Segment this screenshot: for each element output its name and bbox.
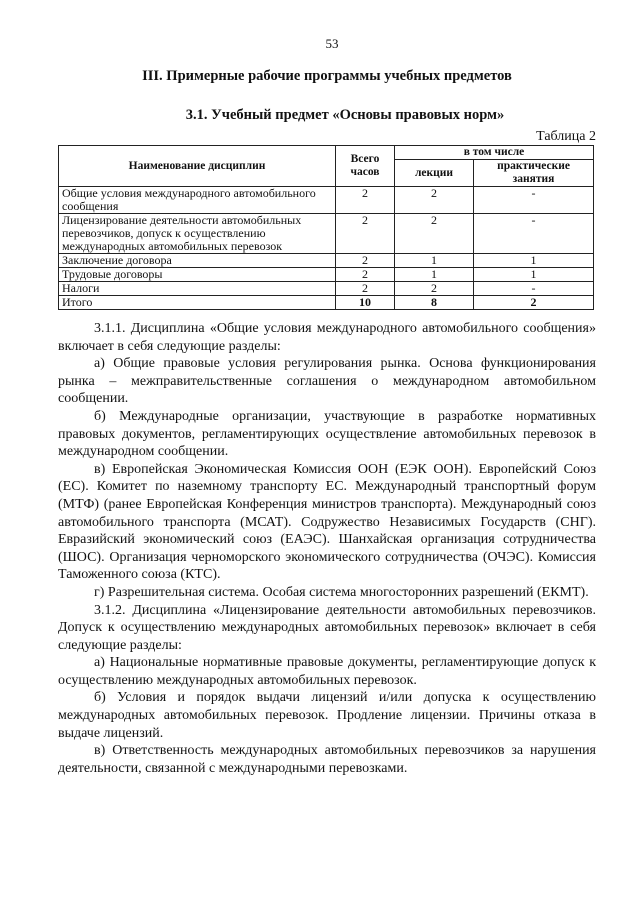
row-total: 2 — [336, 187, 395, 214]
row-lectures: 2 — [395, 282, 474, 296]
paragraph: г) Разрешительная система. Особая система многосторонних разрешений (ЕКМТ). — [94, 584, 589, 600]
subsection-title: 3.1. Учебный предмет «Основы правовых норм» — [185, 107, 505, 123]
row-total: 2 — [336, 214, 395, 254]
row-lectures: 1 — [395, 268, 474, 282]
header-lectures: лекции — [395, 160, 474, 187]
table-caption: Таблица 2 — [536, 129, 596, 144]
row-lectures: 1 — [395, 254, 474, 268]
page-number: 53 — [325, 36, 339, 51]
header-group: в том числе — [395, 146, 594, 160]
row-total: 2 — [336, 268, 395, 282]
total-hours: 10 — [336, 296, 395, 310]
row-name: Общие условия международного автомобильного сообщения — [59, 187, 336, 214]
row-practice: 1 — [474, 268, 594, 282]
row-name: Лицензирование деятельности автомобильных перевозчиков, допуск к осуществлению международных автомобильных перевозок — [59, 214, 336, 254]
header-name: Наименование дисциплин — [59, 146, 336, 187]
header-total: Всего часов — [336, 146, 395, 187]
paragraph: б) Международные организации, участвующие в разработке нормативных правовых документов, регламентирующих осуществление автомобильных перевозок в международном сообщении. — [58, 408, 596, 460]
table-row — [59, 214, 594, 254]
row-practice: 1 — [474, 254, 594, 268]
body-text — [58, 320, 596, 777]
row-name: Трудовые договоры — [59, 268, 336, 282]
row-lectures: 2 — [395, 214, 474, 254]
paragraph: а) Общие правовые условия регулирования рынка. Основа функционирования рынка – межправительственные соглашения о международном автомобильном сообщении. — [58, 356, 596, 407]
total-practice: 2 — [474, 296, 594, 310]
row-practice: - — [474, 214, 594, 254]
paragraph: а) Национальные нормативные правовые документы, регламентирующие допуск к осуществлению международных автомобильных перевозок. — [58, 655, 596, 688]
paragraph: 3.1.2. Дисциплина «Лицензирование деятельности автомобильных перевозчиков. Допуск к осуществлению международных автомобильных перевозок» включает в себя следующие разделы: — [58, 602, 596, 653]
row-total: 2 — [336, 282, 395, 296]
row-practice: - — [474, 187, 594, 214]
row-total: 2 — [336, 254, 395, 268]
table-row — [59, 268, 594, 282]
disciplines-table — [58, 145, 594, 310]
row-name: Заключение договора — [59, 254, 336, 268]
row-practice: - — [474, 282, 594, 296]
table-row — [59, 254, 594, 268]
total-name: Итого — [59, 296, 336, 310]
paragraph: в) Европейская Экономическая Комиссия ООН (ЕЭК ООН). Европейский Союз (ЕС). Комитет по наземному транспорту ЕС. Международный транспортный форум (МТФ) (ранее Европейская Конференция министров транспорта). Международный союз автомобильного транспорта (МСАТ). Содружество Независимых Государств (СНГ). Евразийский экономический союз (ЕАЭС). Шанхайская организация сотрудничества (ШОС). Организация черноморского экономического сотрудничества (ОЧЭС). Комиссия Таможенного союза (КТС). — [58, 461, 596, 583]
table-total-row — [59, 296, 594, 310]
paragraph: 3.1.1. Дисциплина «Общие условия международного автомобильного сообщения» включает в себя следующие разделы: — [58, 321, 596, 354]
paragraph: в) Ответственность международных автомобильных перевозчиков за нарушения деятельности, связанной с международными перевозками. — [58, 743, 596, 776]
header-practice: практические занятия — [474, 160, 594, 187]
table-row — [59, 187, 594, 214]
section-title: III. Примерные рабочие программы учебных предметов — [142, 68, 512, 84]
row-lectures: 2 — [395, 187, 474, 214]
paragraph: б) Условия и порядок выдачи лицензий и/или допуска к осуществлению международных автомобильных перевозок. Продление лицензии. Причины отказа в выдаче лицензий. — [58, 690, 596, 741]
total-lectures: 8 — [395, 296, 474, 310]
table-row — [59, 282, 594, 296]
row-name: Налоги — [59, 282, 336, 296]
